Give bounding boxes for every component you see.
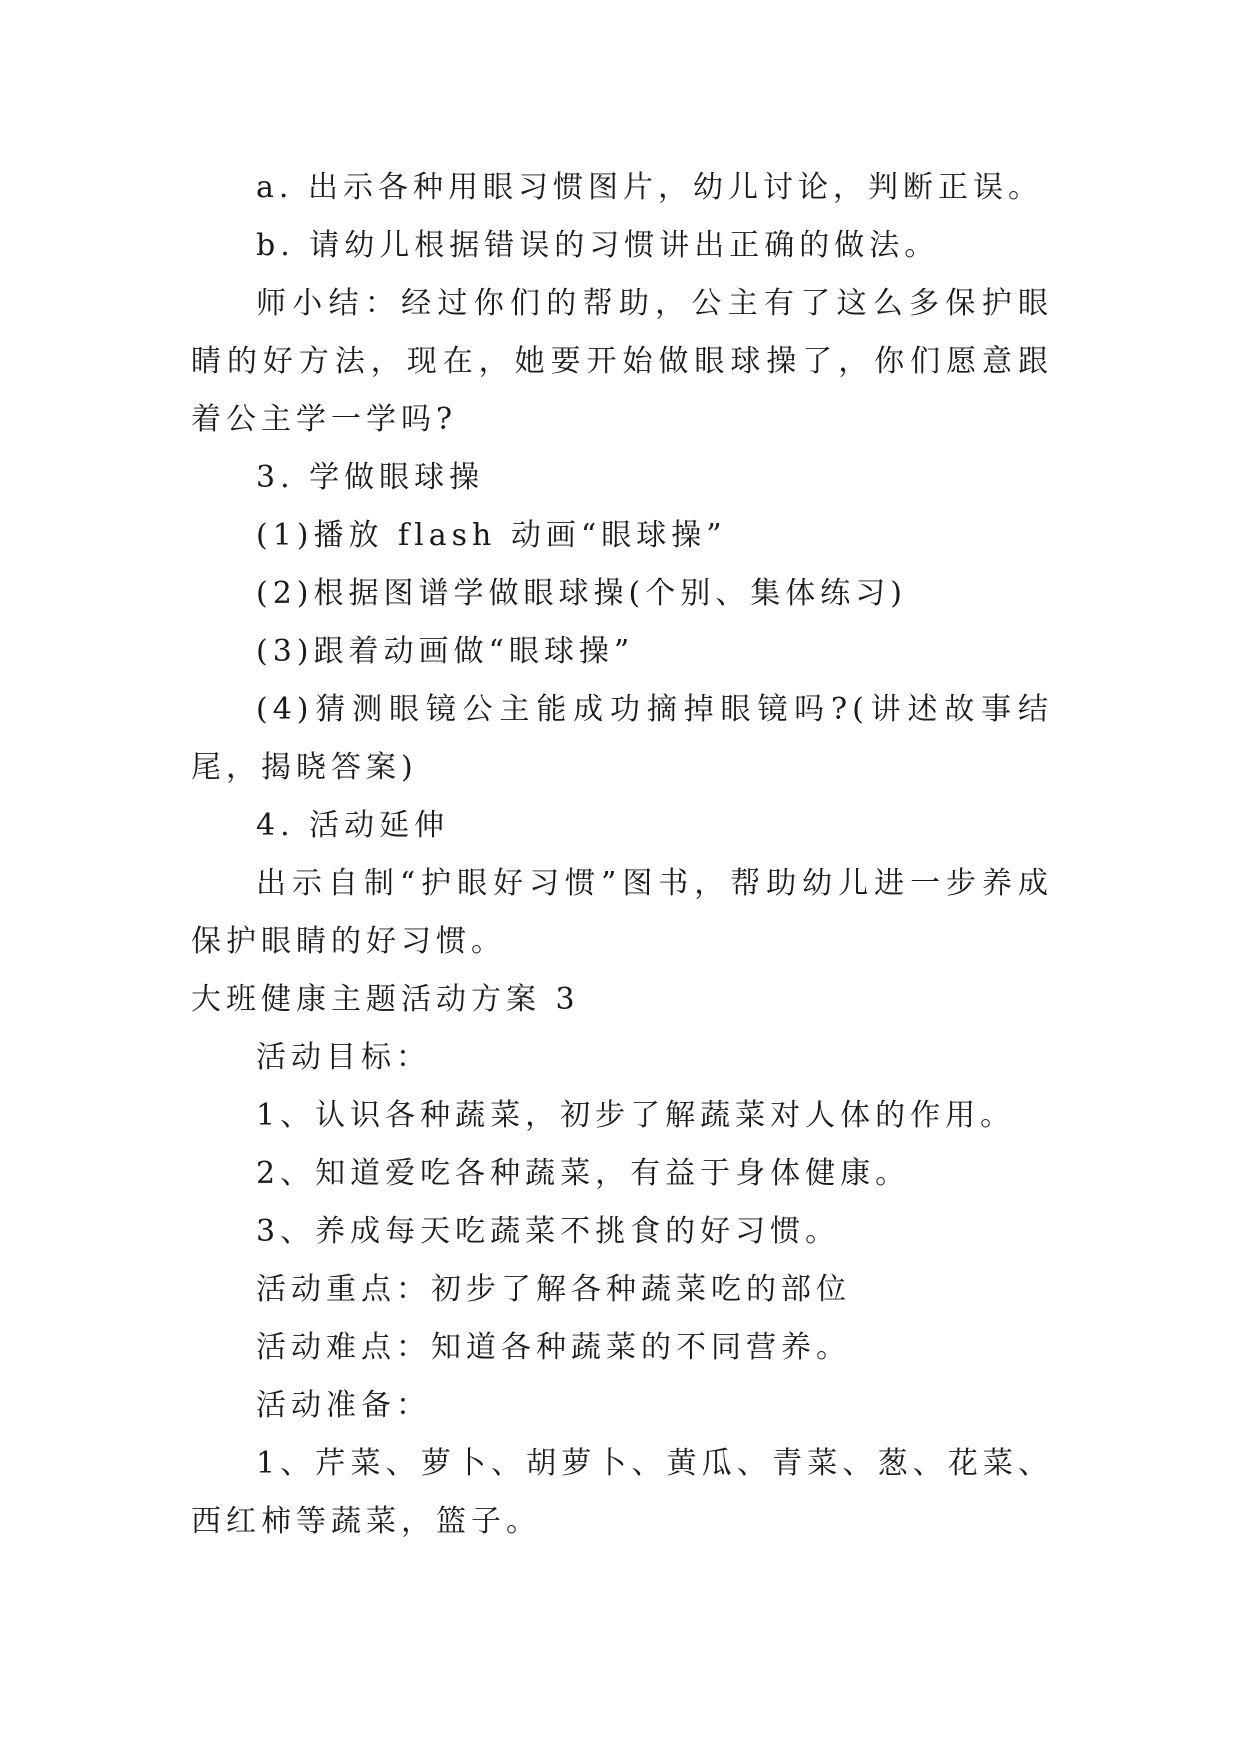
- goal-item-2: 2、知道爱吃各种蔬菜，有益于身体健康。: [256, 1156, 911, 1191]
- step-follow-animation: (3)跟着动画做“眼球操”: [256, 634, 635, 669]
- paragraph-correct-method: b. 请幼儿根据错误的习惯讲出正确的做法。: [256, 228, 940, 263]
- step-learn-from-chart: (2)根据图谱学做眼球操(个别、集体练习): [256, 576, 907, 611]
- activity-preparation-label: 活动准备：: [256, 1388, 431, 1423]
- section-title: 大班健康主题活动方案 3: [191, 982, 580, 1017]
- paragraph-teacher-summary: 师小结：经过你们的帮助，公主有了这么多保护眼睛的好方法，现在，她要开始做眼球操了，你们愿意跟着公主学一学吗?: [191, 286, 1053, 437]
- activity-focus: 活动重点：初步了解各种蔬菜吃的部位: [256, 1272, 851, 1307]
- step-play-flash: (1)播放 flash 动画“眼球操”: [256, 518, 727, 553]
- step-eye-exercise: 3. 学做眼球操: [256, 460, 485, 495]
- goal-item-3: 3、养成每天吃蔬菜不挑食的好习惯。: [256, 1214, 841, 1249]
- preparation-item-1: 1、芹菜、萝卜、胡萝卜、黄瓜、青菜、葱、花菜、西红柿等蔬菜，篮子。: [191, 1446, 1053, 1539]
- step-guess-ending: (4)猜测眼镜公主能成功摘掉眼镜吗?(讲述故事结尾，揭晓答案): [191, 692, 1053, 785]
- step-activity-extension: 4. 活动延伸: [256, 808, 450, 843]
- paragraph-show-book: 出示自制“护眼好习惯”图书，帮助幼儿进一步养成保护眼睛的好习惯。: [191, 866, 1053, 959]
- activity-difficulty: 活动难点：知道各种蔬菜的不同营养。: [256, 1330, 851, 1365]
- document-body: [191, 159, 1053, 1551]
- goal-item-1: 1、认识各种蔬菜，初步了解蔬菜对人体的作用。: [256, 1098, 1016, 1133]
- activity-goals-label: 活动目标：: [256, 1040, 431, 1075]
- paragraph-habit-pictures: a. 出示各种用眼习惯图片，幼儿讨论，判断正误。: [256, 170, 1043, 205]
